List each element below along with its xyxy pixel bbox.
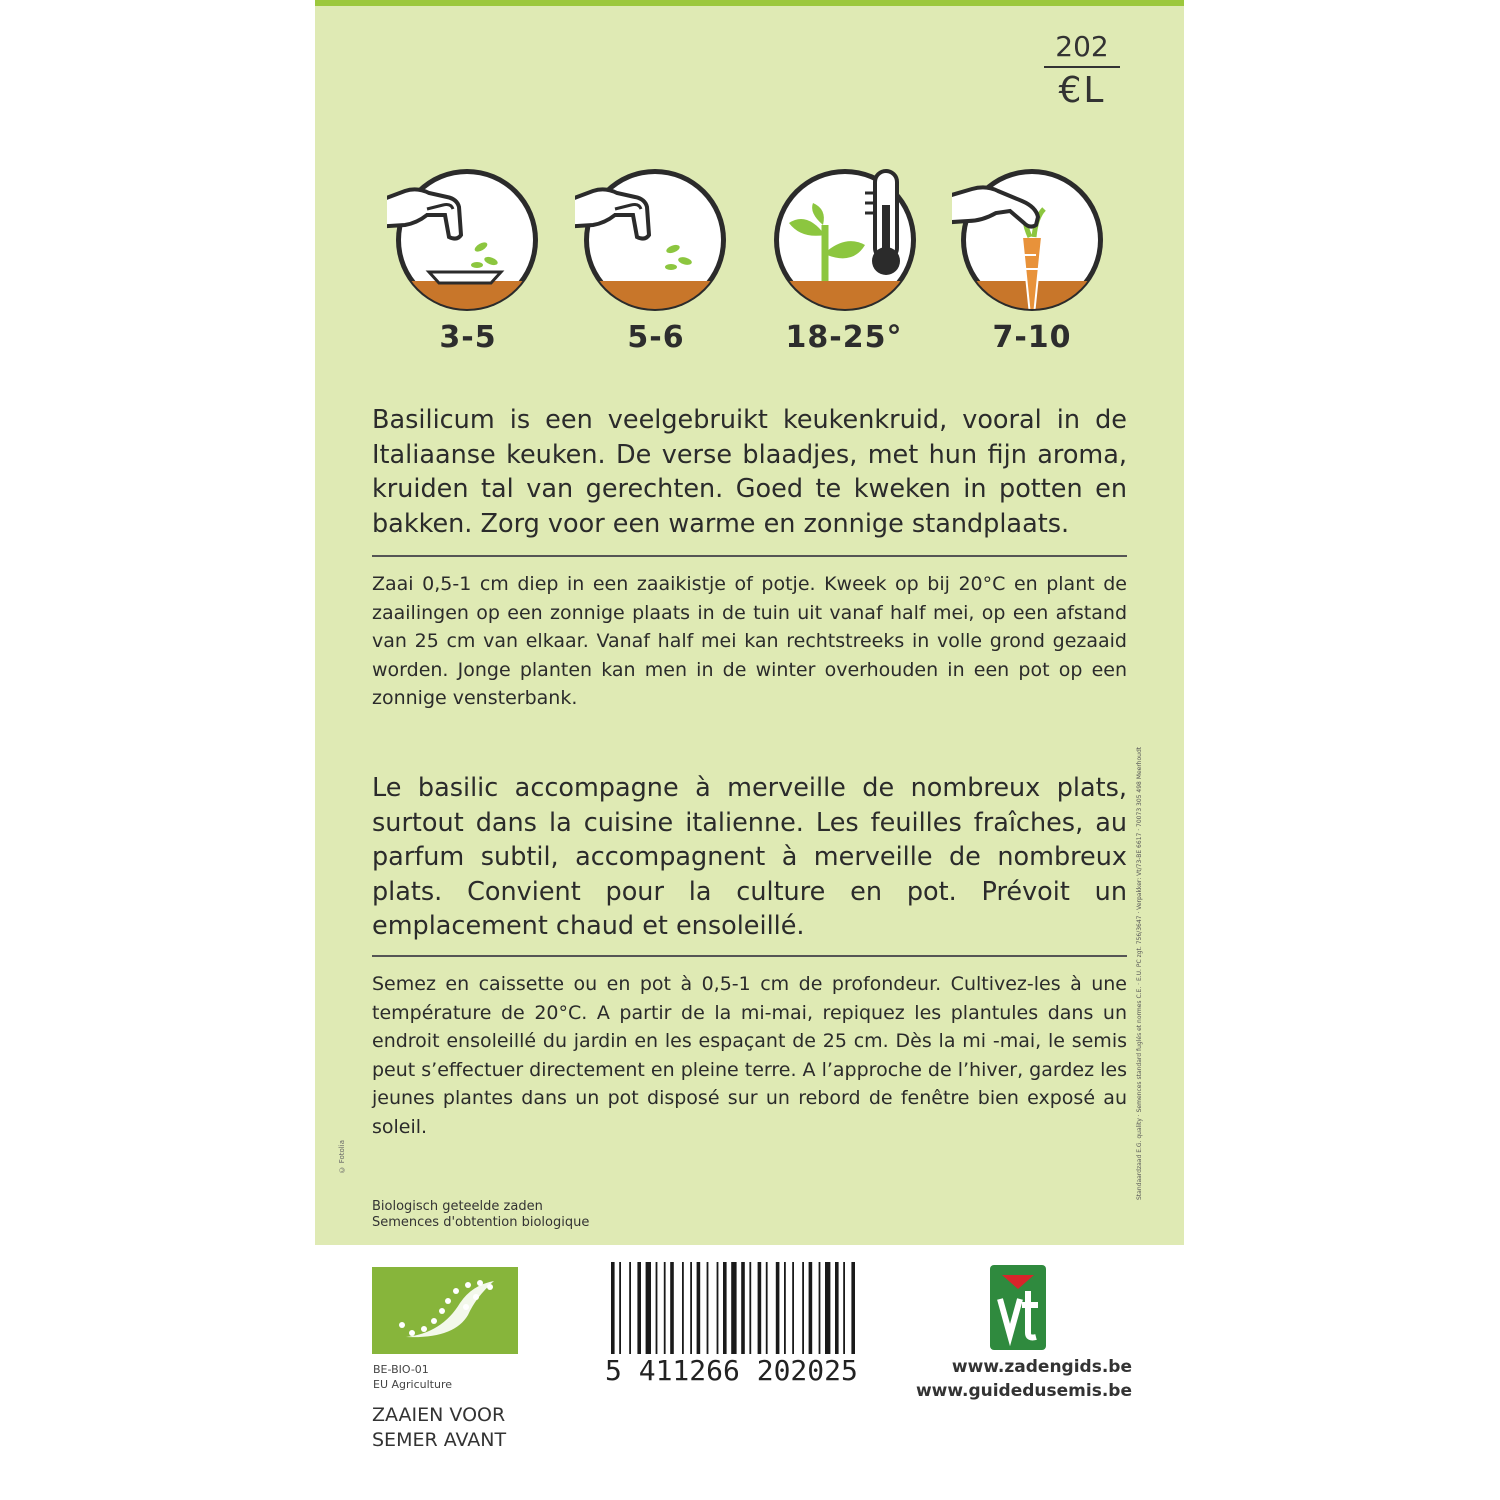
legal-side-text: Standaardzaad E.G. quality · Semences standard fuglés et normes C.E. · E.U. PC zgt. 756/3647 · Verpakker: Vt/73-BE 6617 · 70073 305 498 Meerhoudt [1136, 746, 1143, 1200]
divider-fr [372, 955, 1127, 957]
eu-organic-logo [372, 1267, 518, 1354]
top-green-strip [315, 0, 1184, 6]
barcode-bar [809, 1262, 813, 1354]
barcode-bar [819, 1262, 821, 1354]
barcode-bar [784, 1262, 786, 1354]
icon-label-sow-under-cover: 3-5 [439, 320, 497, 355]
eu-certification-code [373, 1362, 452, 1392]
barcode-bar [690, 1262, 692, 1354]
eu-code-line1: BE-BIO-01 [373, 1363, 429, 1376]
fr-sowing-instructions: Semez en caissette ou en pot à 0,5-1 cm de profondeur. Cultivez-les à une température de 20°C. A partir de la mi-mai, repiquez les plantules dans un endroit ensoleillé du jardin en les espaçant de 25 cm. Dès la mi -mai, le semis peut s’effectuer directement en pleine terre. A l’approche de l’hiver, gardez les jeunes plantes dans un pot disposé sur un rebord de fenêtre bien exposé au soleil. [372, 973, 1127, 1138]
barcode-bar [802, 1262, 804, 1354]
organic-note-nl: Biologisch geteelde zaden [372, 1199, 543, 1214]
nl-sowing-instructions: Zaai 0,5-1 cm diep in een zaaikistje of potje. Kweek op bij 20°C en plant de zaailingen op een zonnige plaats in de tuin uit vanaf half mei, op een afstand van 25 cm van elkaar. Vanaf half mei kan rechtstreeks in volle grond gezaaid worden. Jonge planten kan men in de winter overhouden in een pot op een zonnige vensterbank. [372, 573, 1127, 709]
website-links [910, 1355, 1132, 1403]
icon-label-harvest: 7-10 [992, 320, 1072, 355]
url-nl[interactable]: www.zadengids.be [951, 1357, 1132, 1377]
barcode-bar [792, 1262, 794, 1354]
fr-description: Le basilic accompagne à merveille de nombreux plats, surtout dans la cuisine italienne. Les feuilles fraîches, au parfum subtil, accompagnent à merveille de nombreux plats. Convient pour la culture en pot. Prévoit un emplacement chaud et ensoleillé. [372, 773, 1127, 941]
barcode-bar [776, 1262, 780, 1354]
organic-note-fr: Semences d'obtention biologique [372, 1215, 590, 1230]
barcode-bar [619, 1262, 621, 1354]
barcode-bar [611, 1262, 615, 1354]
sow-before-nl: ZAAIEN VOOR [372, 1404, 506, 1426]
barcode-bar [723, 1262, 727, 1354]
barcode-bar [656, 1262, 658, 1354]
sow-outdoors-icon [575, 165, 735, 315]
barcode-bar [717, 1262, 719, 1354]
organic-seeds-note [372, 1199, 589, 1231]
eu-code-line2: EU Agriculture [373, 1378, 452, 1391]
icon-label-temperature: 18-25° [785, 320, 903, 355]
barcode-bar [682, 1262, 684, 1354]
barcode-bar [670, 1262, 674, 1354]
divider-nl [372, 555, 1127, 557]
barcode-bar [731, 1262, 736, 1354]
barcode-bar [697, 1262, 701, 1354]
barcode-number: 5 411266 202025 [605, 1354, 858, 1387]
sow-before-label [372, 1403, 506, 1453]
product-code [1044, 30, 1120, 114]
barcode-bar [758, 1262, 762, 1354]
sow-under-cover-icon [387, 165, 547, 315]
harvest-carrot-icon [952, 165, 1112, 315]
barcode-bar [825, 1262, 830, 1354]
vt-brand-logo [990, 1265, 1046, 1350]
barcode-bar [629, 1262, 631, 1354]
barcode-bar [646, 1262, 651, 1354]
nl-description: Basilicum is een veelgebruikt keukenkruid, vooral in de Italiaanse keuken. De verse blaadjes, met hun fijn aroma, kruiden tal van gerechten. Goed te kweken in potten en bakken. Zorg voor een warme en zonnige standplaats. [372, 405, 1127, 539]
icon-label-sow-outdoors: 5-6 [627, 320, 685, 355]
barcode-bar [766, 1262, 768, 1354]
photo-copyright: © Fotolia [338, 1140, 346, 1174]
thermometer-seedling-icon [765, 165, 925, 315]
barcode-bar [741, 1262, 745, 1354]
product-code-number: 202 [1044, 30, 1120, 68]
barcode-bar [851, 1262, 855, 1354]
product-code-symbols: €L [1058, 70, 1106, 111]
sow-before-fr: SEMER AVANT [372, 1429, 507, 1451]
barcode-bar [664, 1262, 666, 1354]
barcode-bar [749, 1262, 751, 1354]
barcode-bar [707, 1262, 709, 1354]
barcode-bar [835, 1262, 839, 1354]
barcode-bar [843, 1262, 845, 1354]
barcode-bar [637, 1262, 641, 1354]
url-fr[interactable]: www.guidedusemis.be [915, 1381, 1132, 1401]
